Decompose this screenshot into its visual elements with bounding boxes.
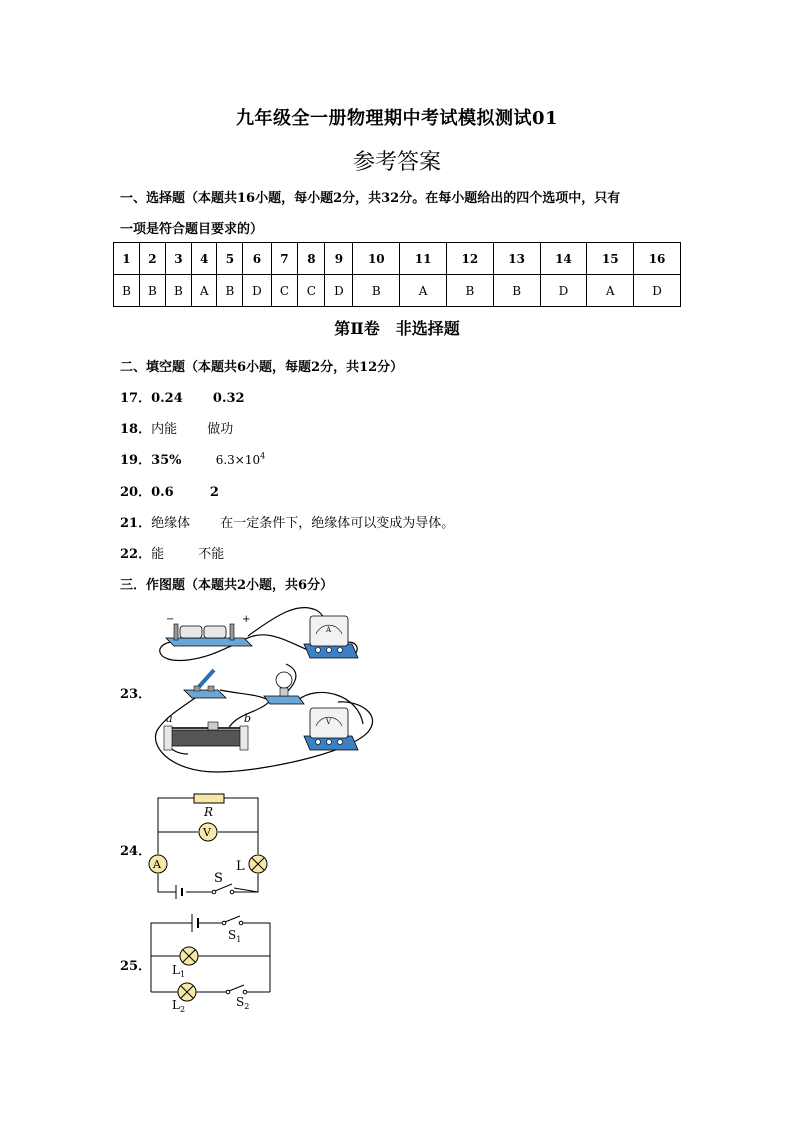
section1-heading-line2: 一项是符合题目要求的） <box>120 222 264 237</box>
item-number: 18． <box>120 422 152 437</box>
question-number-cell: 13 <box>493 243 540 275</box>
answer-cell: C <box>298 275 325 307</box>
ammeter-symbol-label: A <box>153 858 161 871</box>
answer-b: 0.32 <box>212 391 245 406</box>
answer-table <box>113 242 681 307</box>
rheostat-a-label: a <box>166 712 173 725</box>
voltmeter-label: V <box>326 718 332 726</box>
resistor-label: R <box>204 805 214 819</box>
sliding-rheostat <box>164 712 251 750</box>
answer-cell: D <box>540 275 587 307</box>
answer-cell: B <box>165 275 191 307</box>
answer-cell: D <box>325 275 353 307</box>
fill-item-18 <box>120 418 233 437</box>
question-number-cell: 15 <box>587 243 634 275</box>
answer-cell: A <box>587 275 634 307</box>
answer-cell: B <box>139 275 165 307</box>
fill-item-22 <box>120 543 224 562</box>
switch-label: S <box>214 871 223 886</box>
answer-a: 0.6 <box>151 485 174 500</box>
question-number-cell: 6 <box>243 243 271 275</box>
switch-s1-label: $S_1$ <box>228 928 242 944</box>
section3-heading: 三．作图题（本题共2小题，共6分） <box>120 578 334 593</box>
question-number-cell: 2 <box>139 243 165 275</box>
q25-circuit-schematic <box>146 908 274 1016</box>
switch-s2-label: $S_2$ <box>236 995 250 1011</box>
question-number-cell: 12 <box>446 243 493 275</box>
page-title: 九年级全一册物理期中考试模拟测试01 <box>235 108 559 129</box>
lamp-symbol <box>249 855 267 873</box>
lamp-l2-symbol <box>178 983 196 1001</box>
resistor-symbol <box>194 794 224 803</box>
answer-b: 做功 <box>207 422 234 437</box>
q23-physical-circuit-diagram <box>148 604 378 776</box>
question-number-cell: 4 <box>191 243 217 275</box>
lamp-holder <box>264 672 304 704</box>
answer-a: 能 <box>151 547 165 562</box>
answer-b: 在一定条件下，绝缘体可以变成为导体。 <box>220 516 455 531</box>
q25-wires <box>151 923 270 992</box>
q25-number: 25． <box>120 959 152 974</box>
answer-a: 绝缘体 <box>151 516 191 531</box>
question-number-cell: 8 <box>298 243 325 275</box>
lamp-l1-symbol <box>180 947 198 965</box>
item-number: 22． <box>120 547 152 562</box>
question-number-cell: 5 <box>217 243 243 275</box>
item-number: 17． <box>120 391 152 406</box>
answer-a: 0.24 <box>151 391 183 406</box>
battery-symbol <box>176 885 182 899</box>
answer-cell: B <box>114 275 140 307</box>
q24-number: 24． <box>120 844 152 859</box>
fill-item-21 <box>120 512 454 531</box>
section2-heading: 二、填空题（本题共6小题，每题2分，共12分） <box>120 360 404 375</box>
question-number-cell: 3 <box>165 243 191 275</box>
answer-cell: D <box>243 275 271 307</box>
voltmeter-device <box>304 708 358 750</box>
fill-item-17 <box>120 387 245 406</box>
part2-title: 第Ⅱ卷 非选择题 <box>334 319 460 338</box>
item-number: 20． <box>120 485 152 500</box>
answer-a: 内能 <box>151 422 178 437</box>
q23-number: 23． <box>120 687 152 702</box>
lamp-l2-label: $L_2$ <box>172 998 186 1014</box>
question-number-cell: 16 <box>634 243 681 275</box>
answer-cell: B <box>446 275 493 307</box>
answer-cell: A <box>400 275 447 307</box>
answer-b: 2 <box>209 485 219 500</box>
fill-item-20 <box>120 481 219 500</box>
lamp-label: L <box>236 859 245 874</box>
question-number-cell: 11 <box>400 243 447 275</box>
battery-minus-label: − <box>166 614 175 625</box>
answer-cell: C <box>271 275 298 307</box>
fill-item-19 <box>120 449 265 468</box>
ammeter-label: A <box>326 626 332 634</box>
question-number-row <box>114 243 681 275</box>
question-number-cell: 7 <box>271 243 298 275</box>
question-number-cell: 14 <box>540 243 587 275</box>
question-number-cell: 9 <box>325 243 353 275</box>
knife-switch <box>184 670 226 698</box>
answer-a: 35% <box>151 453 182 468</box>
battery-symbol <box>192 914 198 932</box>
section1-heading-line1: 一、选择题（本题共16小题，每小题2分，共32分。在每小题给出的四个选项中，只有 <box>120 191 621 206</box>
item-number: 21． <box>120 516 152 531</box>
answer-cell: D <box>634 275 681 307</box>
switch-s1-symbol <box>222 916 243 925</box>
answer-b: 6.3×10 <box>215 453 261 467</box>
rheostat-b-label: b <box>244 712 252 725</box>
answer-row <box>114 275 681 307</box>
item-number: 19． <box>120 453 152 468</box>
q24-circuit-schematic <box>146 788 274 900</box>
answer-cell: B <box>493 275 540 307</box>
lamp-l1-label: $L_1$ <box>172 963 186 979</box>
ammeter-device <box>304 616 358 658</box>
answer-cell: B <box>217 275 243 307</box>
answer-b: 不能 <box>198 547 225 562</box>
voltmeter-symbol-label: V <box>203 826 211 839</box>
answer-cell: B <box>353 275 400 307</box>
page-subtitle: 参考答案 <box>352 150 441 175</box>
question-number-cell: 1 <box>114 243 140 275</box>
battery-holder <box>166 614 252 646</box>
battery-plus-label: + <box>242 614 251 625</box>
answer-b-exponent: 4 <box>260 451 266 461</box>
switch-s2-symbol <box>226 985 247 994</box>
question-number-cell: 10 <box>353 243 400 275</box>
answer-cell: A <box>191 275 217 307</box>
